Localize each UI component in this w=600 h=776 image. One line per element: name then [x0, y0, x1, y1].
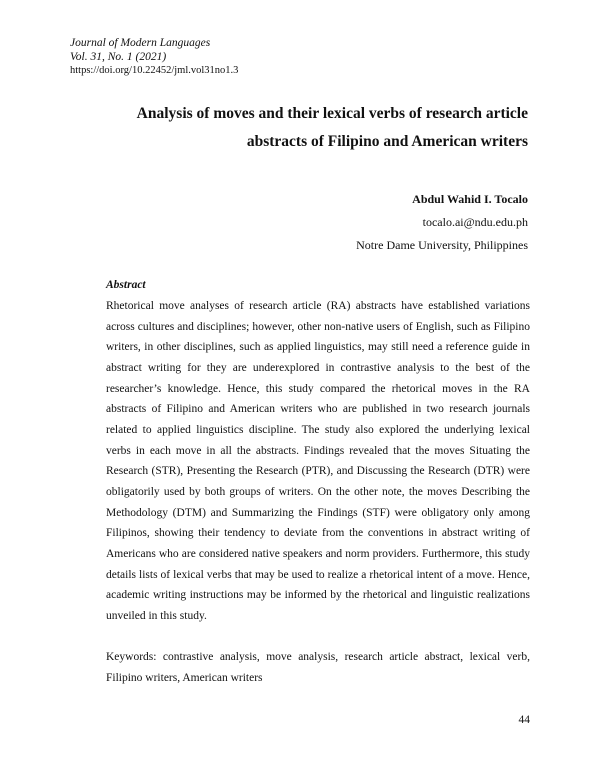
keywords-line — [106, 647, 530, 668]
keywords-list: contrastive analysis, move analysis, research article abstract, lexical verb, — [162, 651, 530, 663]
keywords-block — [106, 647, 530, 688]
abstract-line: writers, in other disciplines, such as applied linguistics, may still need a reference guide in — [106, 341, 530, 354]
title-line: Analysis of moves and their lexical verbs of research article — [136, 105, 528, 122]
abstract-line: obligatorily used by both groups of writers. On the other note, the moves Describing the — [106, 485, 530, 498]
abstract-line: related to applied linguistics discipline. The study also explored the underlying lexical — [106, 423, 530, 436]
abstract-heading: Abstract — [106, 279, 146, 291]
abstract-line: Americans who are considered native speakers and norm providers. Furthermore, this study — [106, 547, 530, 560]
abstract-line: academic writing instructions may be informed by the rhetorical and linguistic realizations — [106, 589, 530, 602]
author-affiliation: Notre Dame University, Philippines — [356, 238, 528, 252]
abstract-body — [106, 296, 530, 627]
abstract-line: abstract writing for they are underexplored in contrastive analysis to the best of the — [106, 361, 530, 374]
author-name: Abdul Wahid I. Tocalo — [412, 192, 528, 206]
author-email[interactable]: tocalo.ai@ndu.edu.ph — [422, 215, 528, 229]
abstract-line: Filipinos, showing their tendency to deviate from the conventions in abstract writing of — [106, 527, 530, 540]
abstract-line: across cultures and disciplines; however, other non-native users of English, such as Filipino — [106, 320, 530, 333]
journal-name: Journal of Modern Languages — [70, 37, 211, 49]
abstract-line: details lists of lexical verbs that may be used to realize a rhetorical intent of a move. Hence, — [106, 568, 530, 581]
abstract-line: abstracts of Filipino and American writers who are published in two research journals — [106, 403, 530, 416]
doi-link[interactable]: https://doi.org/10.22452/jml.vol31no1.3 — [70, 65, 239, 76]
title-line: abstracts of Filipino and American writers — [246, 133, 528, 150]
keywords-line: Filipino writers, American writers — [106, 671, 263, 684]
page-number: 44 — [518, 714, 530, 726]
abstract-line: verbs in each move in all the abstracts. Findings revealed that the moves Situating the — [106, 444, 530, 457]
keywords-label: Keywords: — [106, 651, 157, 663]
abstract-line: Rhetorical move analyses of research article (RA) abstracts have established variations — [106, 300, 530, 312]
journal-header — [70, 36, 238, 78]
paper-title — [88, 100, 528, 156]
abstract-line: researcher’s knowledge. Hence, this study compared the rhetorical moves in the RA — [106, 382, 530, 395]
abstract-line: Research (STR), Presenting the Research (PTR), and Discussing the Research (DTR) were — [106, 465, 530, 478]
abstract-line: Methodology (DTM) and Summarizing the Findings (STF) were obligatory only among — [106, 506, 530, 519]
author-block — [356, 188, 528, 257]
journal-volume: Vol. 31, No. 1 (2021) — [70, 51, 167, 63]
abstract-line: unveiled in this study. — [106, 609, 207, 622]
